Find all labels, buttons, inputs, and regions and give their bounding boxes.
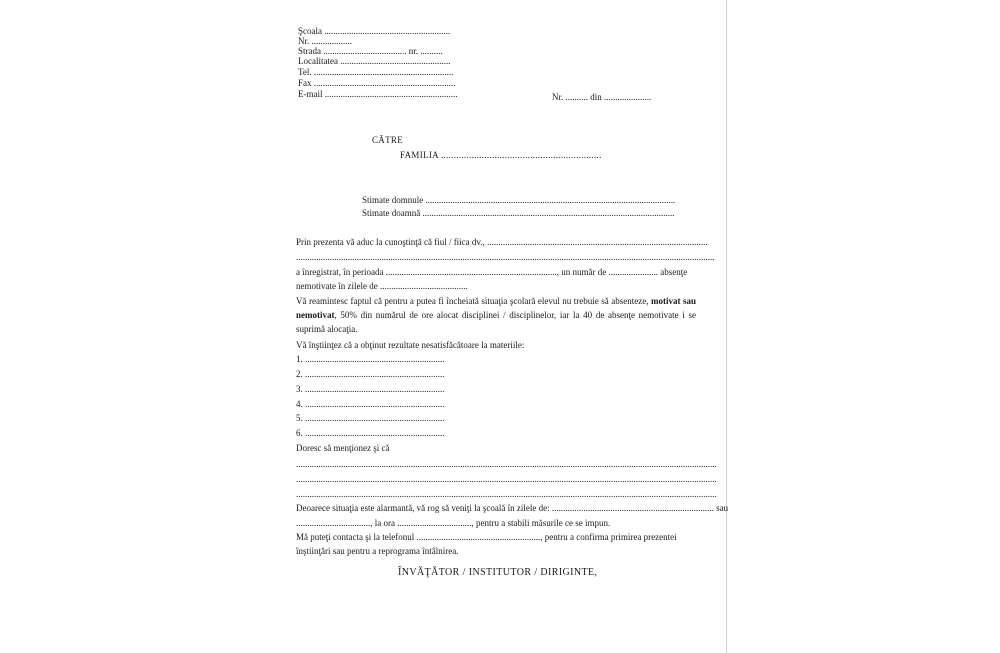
school-nr-field: Nr. .................. <box>298 36 352 46</box>
intro-line-1: Prin prezenta vă aduc la cunoştinţă că fiul / fiica dv., .................................................................................................. <box>296 237 708 247</box>
school-name-field: Şcoala ........................................................ <box>298 26 451 36</box>
mention-line: ........................................................................................................................................................................................... <box>296 474 717 484</box>
alarm-line-1: Deoarece situaţia este alarmantă, vă rog să veniţi la şcoală în zilele de: ........................................................................ sau <box>296 503 729 513</box>
contact-line-2: înştiinţări sau pentru a reprograma întâlnirea. <box>296 546 459 556</box>
intro-line-3: a înregistrat, în perioada ............................................................................, un număr de ...................... absenţe <box>296 267 688 277</box>
alarm-line-2: ................................., la ora ................................., pentru a stabili măsurile ce se impun. <box>296 518 611 528</box>
results-intro: Vă înştiinţez că a obţinut rezultate nesatisfăcătoare la materiile: <box>296 340 525 350</box>
school-fax-field: Fax ............................................................... <box>298 78 456 88</box>
page-edge <box>726 0 727 653</box>
contact-line-1: Mă puteţi contacta şi la telefonul ......................................................., pentru a confirma primirea prezentei <box>296 532 677 542</box>
subject-line: 3. .............................................................. <box>296 384 445 394</box>
reminder-text-1: Vă reamintesc faptul că pentru a putea fi încheiată situaţia şcolară elevul nu trebuie să absenteze, <box>296 296 649 306</box>
reminder-text-2: , 50% din numărul de ore alocat disciplinei / disciplinelor, iar la 40 de absenţe nemotivate i se suprimă alocaţia. <box>296 310 696 334</box>
reminder-paragraph <box>296 294 696 336</box>
subject-line: 1. .............................................................. <box>296 354 445 364</box>
school-street-field: Strada ..................................... nr. .......... <box>298 46 443 56</box>
subject-line: 2. .............................................................. <box>296 369 445 379</box>
mention-line: ........................................................................................................................................................................................... <box>296 459 717 469</box>
subject-line: 5. .............................................................. <box>296 413 445 423</box>
intro-line-4: nemotivate în zilele de ....................................... <box>296 281 468 291</box>
addressee-familia: FAMILIA ............................................................... <box>400 150 602 160</box>
salutation-doamna: Stimate doamnă ................................................................................................................ <box>362 208 675 218</box>
school-email-field: E-mail ........................................................... <box>298 89 458 99</box>
school-tel-field: Tel. .............................................................. <box>298 67 454 77</box>
salutation-domnule: Stimate domnule ............................................................................................................... <box>362 195 676 205</box>
mention-line: ........................................................................................................................................................................................... <box>296 489 717 499</box>
school-locality-field: Localitatea ................................................. <box>298 56 451 66</box>
mention-intro: Doresc să menţionez şi că <box>296 443 390 453</box>
subject-line: 6. .............................................................. <box>296 428 445 438</box>
document-reference: Nr. .......... din ..................... <box>552 92 652 102</box>
signature-title: ÎNVĂŢĂTOR / INSTITUTOR / DIRIGINTE, <box>398 567 598 578</box>
addressee-catre: CĂTRE <box>372 135 404 145</box>
intro-line-2: .......................................................................................................................................................................................... <box>296 252 715 262</box>
reminder-bold-text: motivat sau nemotivat <box>296 296 697 320</box>
subject-line: 4. .............................................................. <box>296 399 445 409</box>
